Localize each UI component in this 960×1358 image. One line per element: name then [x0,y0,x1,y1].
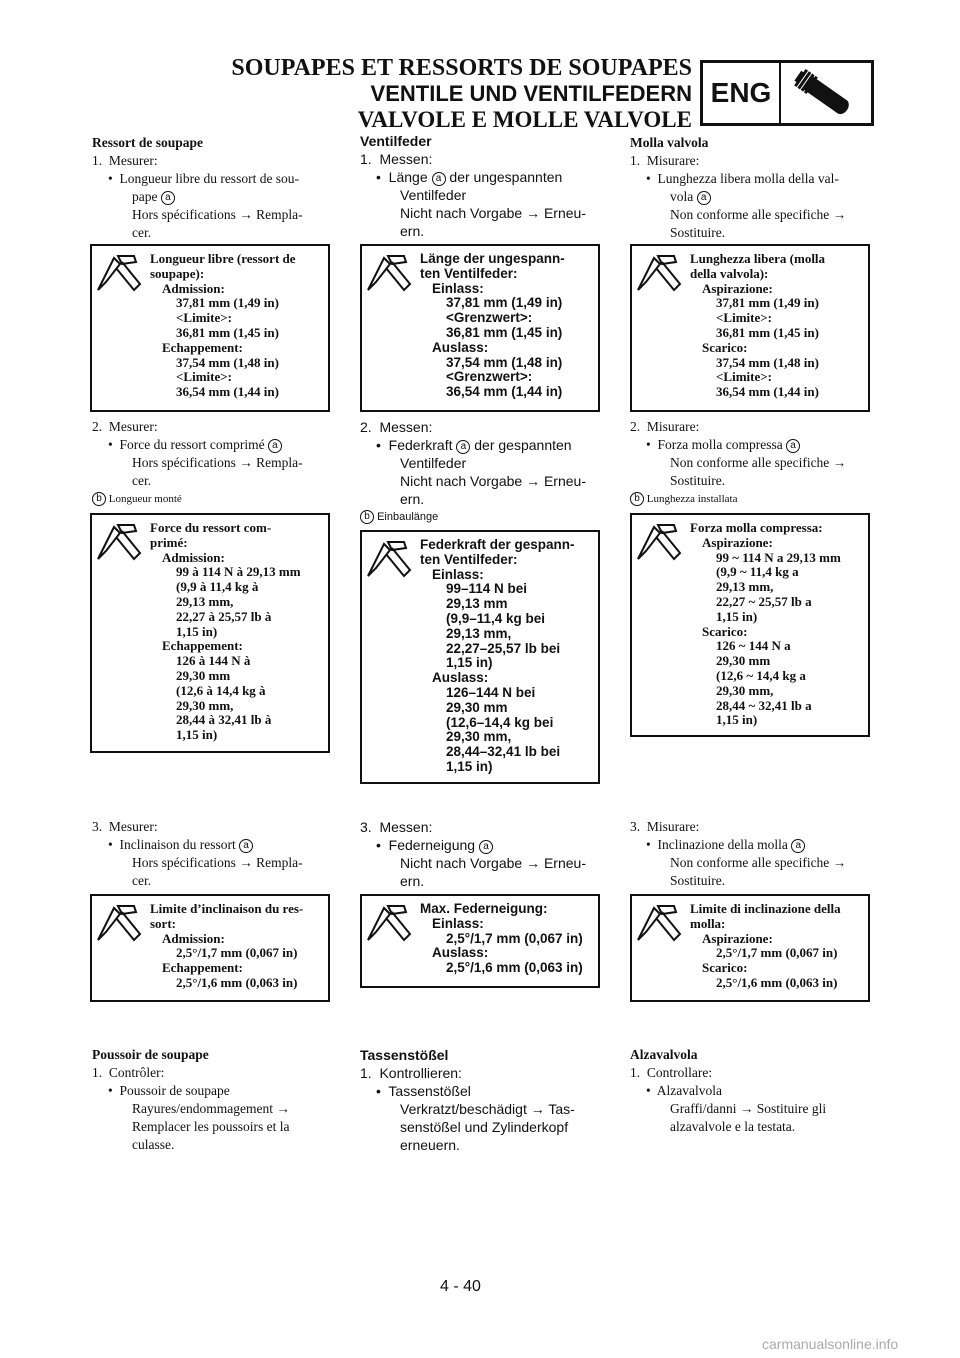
spec-label: <Limite>: [176,310,232,326]
engine-badge [700,60,874,126]
it-step-2-block [630,418,870,508]
title-it: VALVOLE E MOLLE VALVOLE [357,107,692,132]
it-step-1: 1. Misurare: [630,153,700,168]
it-text: alzavalvole e la testata. [670,1119,796,1134]
fr-text: Hors spécifications → Rempla- [132,855,303,870]
spec-label: ten Ventilfeder: [420,265,518,281]
spec-value: 22,27–25,57 lb bei [446,640,561,656]
de-bullet: • Tassenstößel [376,1083,471,1099]
spec-label: soupape): [150,265,205,281]
it-text: vola [670,189,694,204]
de-step-2-block [360,418,600,526]
callout-a: a [239,839,253,853]
spec-box-it-free-length [630,244,870,412]
de-text: Ventilfeder [400,187,467,203]
fr-text: Rayures/endommagement → [132,1101,290,1116]
spec-label: <Grenzwert>: [446,369,533,385]
spec-label: <Limite>: [176,369,232,385]
spec-value: (12,6 à 14,4 kg à [176,682,266,698]
spec-value: 37,54 mm (1,48 in) [446,354,563,370]
fr-bullet: • Poussoir de soupape [108,1083,230,1098]
it-bullet: • Alzavalvola [646,1083,722,1098]
spec-label: Aspirazione: [702,280,773,296]
spec-label: Echappement: [162,960,243,976]
spec-label: Auslass: [432,945,489,961]
spec-value: (12,6 ~ 14,4 kg a [716,667,806,683]
spec-label: sort: [150,915,176,931]
wrench-spec-icon [362,896,418,986]
wrench-spec-icon [362,532,418,782]
spec-label: Force du ressort com- [150,520,272,535]
spec-label: Longueur libre (ressort de [150,251,296,266]
de-section-spring [360,132,600,240]
spec-label: Auslass: [432,339,489,355]
spec-value: 2,5°/1,7 mm (0,067 in) [176,945,298,961]
it-spring-title: Molla valvola [630,135,709,150]
de-step-2: 2. Messen: [360,419,433,435]
watermark: carmanualsonline.info [762,1336,899,1352]
fr-text: cer. [132,873,152,888]
it-text: Sostituire. [670,473,726,488]
fr-step-2: 2. Mesurer: [92,419,158,434]
it-bullet-1: • Lunghezza libera molla della val- [646,171,839,186]
it-bullet-2: • Forza molla compressa [646,437,783,452]
callout-b: b [360,510,374,524]
spec-label: Limite d’inclinaison du res- [150,901,304,916]
it-text: Graffi/danni → Sostituire gli [670,1101,827,1116]
de-text: senstößel und Zylinderkopf [400,1119,569,1135]
spec-label: <Limite>: [716,369,772,385]
fr-lifter-title: Poussoir de soupape [92,1047,209,1062]
spec-value: 22,27 à 25,57 lb à [176,608,272,624]
spec-label: Einlass: [432,280,484,296]
spec-value: 36,54 mm (1,44 in) [176,384,279,400]
callout-a: a [791,839,805,853]
fr-text: culasse. [132,1137,175,1152]
spec-label: Max. Federneigung: [420,901,548,916]
spec-value: 22,27 ~ 25,57 lb a [716,593,812,609]
fr-note: Longueur monté [108,493,182,505]
spec-label: Admission: [162,930,225,946]
fr-step-3: 3. Mesurer: [92,819,158,834]
spec-label: Einlass: [432,566,484,582]
wrench-spec-icon [632,896,688,1000]
de-bullet-2: • Federkraft [376,437,453,453]
spec-value: 36,81 mm (1,45 in) [176,324,279,340]
spec-value: 99 à 114 N à 29,13 mm [176,564,301,580]
spec-value: 28,44 ~ 32,41 lb a [716,697,812,713]
spec-value: 37,81 mm (1,49 in) [176,295,279,311]
spec-label: Aspirazione: [702,930,773,946]
spec-label: ten Ventilfeder: [420,551,518,567]
de-section-lifter [360,1046,600,1154]
wrench-spec-icon [362,246,418,410]
engine-bolt-icon [781,63,871,123]
spec-value: 29,13 mm, [716,579,774,595]
spec-value: 37,54 mm (1,48 in) [176,354,279,370]
de-text: ern. [400,223,425,239]
it-step-3: 3. Misurare: [630,819,700,834]
spec-label: <Grenzwert>: [446,310,533,326]
fr-spring-title: Ressort de soupape [92,135,204,150]
spec-value: 29,13 mm, [446,625,512,641]
spec-label: Lunghezza libera (molla [690,251,826,266]
de-text: der ungespannten [449,169,563,185]
spec-value: 1,15 in) [716,712,758,728]
fr-section-lifter [92,1046,332,1154]
fr-text: cer. [132,225,152,240]
spec-box-de-tilt [360,894,600,988]
spec-label: Admission: [162,549,225,565]
de-bullet-1: • Länge [376,169,428,185]
spec-value: 2,5°/1,6 mm (0,063 in) [446,960,583,976]
spec-value: (12,6–14,4 kg bei [446,714,554,730]
spec-value: 29,30 mm [716,653,771,669]
spec-value: 29,30 mm, [176,697,234,713]
callout-a: a [479,840,493,854]
spec-value: (9,9 ~ 11,4 kg a [716,564,799,580]
spec-label: Scarico: [702,623,748,639]
spec-box-fr-free-length [90,244,330,412]
fr-text: Hors spécifications → Rempla- [132,455,303,470]
de-lifter-title: Tassenstößel [360,1047,449,1063]
spec-value: 36,81 mm (1,45 in) [716,324,819,340]
fr-section-spring [92,134,332,242]
spec-label: primé: [150,534,188,550]
it-text: Non conforme alle specifiche → [670,207,847,222]
spec-value: 29,30 mm [176,667,231,683]
callout-a: a [786,439,800,453]
spec-value: 2,5°/1,6 mm (0,063 in) [716,974,838,990]
fr-step-3-block [92,818,332,890]
it-note: Lunghezza installata [646,493,738,505]
wrench-spec-icon [632,246,688,410]
spec-value: 2,5°/1,7 mm (0,067 in) [716,945,838,961]
section-title [231,55,692,133]
fr-text: cer. [132,473,152,488]
de-text: ern. [400,873,425,889]
spec-value: 1,15 in) [716,608,758,624]
spec-value: 28,44–32,41 lb bei [446,744,561,760]
spec-value: (9,9–11,4 kg bei [446,610,546,626]
spec-label: Admission: [162,280,225,296]
it-step-1: 1. Controllare: [630,1065,713,1080]
de-bullet-3: • Federneigung [376,837,476,853]
spec-value: 126–144 N bei [446,684,536,700]
de-step-1: 1. Messen: [360,151,433,167]
de-step-3-block [360,818,600,890]
it-section-spring [630,134,870,242]
spec-label: della valvola): [690,265,769,281]
spec-label: Einlass: [432,915,484,931]
fr-step-1: 1. Contrôler: [92,1065,165,1080]
de-text: erneuern. [400,1137,460,1153]
spec-value: (9,9 à 11,4 kg à [176,579,259,595]
spec-value: 1,15 in) [446,758,493,774]
spec-label: Echappement: [162,638,243,654]
it-section-lifter [630,1046,870,1136]
spec-value: 29,13 mm, [176,593,234,609]
spec-value: 36,54 mm (1,44 in) [716,384,819,400]
spec-value: 29,13 mm [446,596,508,612]
fr-text: Hors spécifications → Rempla- [132,207,303,222]
spec-value: 126 à 144 N à [176,653,251,669]
de-step-3: 3. Messen: [360,819,433,835]
spec-box-fr-compressed-force [90,513,330,753]
de-text: Ventilfeder [400,455,467,471]
de-step-1: 1. Kontrollieren: [360,1065,462,1081]
spec-label: Aspirazione: [702,534,773,550]
de-text: Nicht nach Vorgabe → Erneu- [400,855,586,871]
spec-label: Echappement: [162,339,243,355]
spec-box-de-compressed-force [360,530,600,784]
spec-label: Limite di inclinazione della [690,901,841,916]
it-step-2: 2. Misurare: [630,419,700,434]
fr-bullet-1: • Longueur libre du ressort de sou- [108,171,300,186]
wrench-spec-icon [92,246,148,410]
page-number: 4 - 40 [440,1278,481,1295]
callout-a: a [432,172,446,186]
spec-label: Federkraft der gespann- [420,537,575,552]
de-text: Verkratzt/beschädigt → Tas- [400,1101,575,1117]
wrench-spec-icon [92,515,148,751]
spec-box-de-free-length [360,244,600,412]
spec-value: 1,15 in) [446,655,493,671]
lang-badge: ENG [703,63,781,123]
spec-value: 1,15 in) [176,623,218,639]
callout-a: a [268,439,282,453]
fr-step-1: 1. Mesurer: [92,153,158,168]
title-de: VENTILE UND VENTILFEDERN [370,81,692,106]
callout-a: a [697,191,711,205]
spec-box-fr-tilt [90,894,330,1002]
spec-label: molla: [690,915,726,931]
spec-label: Länge der ungespann- [420,251,565,266]
spec-value: 29,30 mm, [446,729,512,745]
spec-value: 99–114 N bei [446,581,528,597]
wrench-spec-icon [92,896,148,1000]
it-text: Non conforme alle specifiche → [670,855,847,870]
spec-value: 37,81 mm (1,49 in) [716,295,819,311]
it-step-3-block [630,818,870,890]
spec-label: Scarico: [702,339,748,355]
spec-value: 126 ~ 144 N a [716,638,791,654]
fr-text: Remplacer les poussoirs et la [132,1119,290,1134]
spec-value: 29,30 mm, [716,682,774,698]
de-text: Nicht nach Vorgabe → Erneu- [400,473,586,489]
spec-value: 36,54 mm (1,44 in) [446,384,563,400]
it-lifter-title: Alzavalvola [630,1047,698,1062]
spec-label: Scarico: [702,960,748,976]
de-spring-title: Ventilfeder [360,133,432,149]
callout-a: a [456,440,470,454]
spec-value: 2,5°/1,6 mm (0,063 in) [176,974,298,990]
callout-b: b [630,492,644,506]
de-text: der gespannten [474,437,572,453]
callout-a: a [161,191,175,205]
spec-label: Forza molla compressa: [690,520,823,535]
spec-box-it-compressed-force [630,513,870,737]
spec-value: 2,5°/1,7 mm (0,067 in) [446,930,583,946]
fr-step-2-block [92,418,332,508]
spec-value: 28,44 à 32,41 lb à [176,712,272,728]
spec-box-it-tilt [630,894,870,1002]
spec-value: 29,30 mm [446,699,508,715]
callout-b: b [92,492,106,506]
it-text: Sostituire. [670,873,726,888]
fr-bullet-2: • Force du ressort comprimé [108,437,265,452]
fr-bullet-3: • Inclinaison du ressort [108,837,236,852]
it-text: Non conforme alle specifiche → [670,455,847,470]
title-fr: SOUPAPES ET RESSORTS DE SOUPAPES [231,55,692,81]
fr-text: pape [132,189,158,204]
de-note: Einbaulänge [377,511,439,523]
de-text: Nicht nach Vorgabe → Erneu- [400,205,586,221]
spec-label: <Limite>: [716,310,772,326]
spec-value: 36,81 mm (1,45 in) [446,324,563,340]
spec-value: 1,15 in) [176,727,218,743]
spec-value: 37,81 mm (1,49 in) [446,295,563,311]
it-text: Sostituire. [670,225,726,240]
spec-value: 99 ~ 114 N a 29,13 mm [716,549,841,565]
spec-label: Auslass: [432,670,489,686]
wrench-spec-icon [632,515,688,735]
de-text: ern. [400,491,425,507]
it-bullet-3: • Inclinazione della molla [646,837,788,852]
spec-value: 37,54 mm (1,48 in) [716,354,819,370]
